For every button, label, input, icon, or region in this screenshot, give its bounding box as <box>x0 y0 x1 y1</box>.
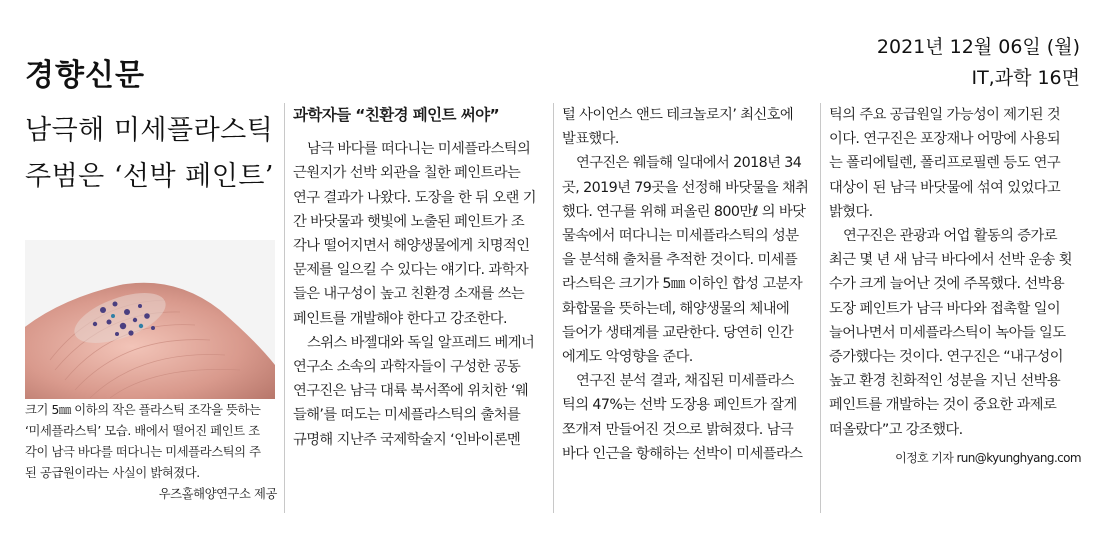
article-line: 바다 인근을 항해하는 선박이 미세플라스 <box>562 445 803 462</box>
article-line: 곳, 2019년 79곳을 선정해 바닷물을 채취 <box>562 179 809 196</box>
article-line: 했다. 연구를 위해 퍼올린 800만ℓ 의 바닷 <box>562 203 806 220</box>
column-divider <box>553 103 554 513</box>
article-column-1 <box>293 103 545 452</box>
article-subhead: 과학자들 “친환경 페인트 써야” <box>293 106 500 124</box>
headline-line-2: 주범은 ‘선박 페인트’ <box>25 161 274 192</box>
article-line: 높고 환경 친화적인 성분을 지닌 선박용 <box>829 373 1061 390</box>
article-line: 도장 페인트가 남극 바다와 접촉할 일이 <box>829 300 1061 317</box>
article-line: 쪼개져 만들어진 것으로 밝혀졌다. 남극 <box>562 421 794 438</box>
article-line: 페인트를 개발해야 한다고 강조한다. <box>293 310 507 327</box>
article-line: 페인트를 개발하는 것이 중요한 과제로 <box>829 397 1057 414</box>
article-line: 증가했다는 것이다. 연구진은 “내구성이 <box>829 349 1063 366</box>
article-line: 대상이 된 남극 바닷물에 섞여 있었다고 <box>829 179 1061 196</box>
article-line: 문제를 일으킬 수 있다는 얘기다. 과학자 <box>293 262 529 279</box>
article-line: 틱의 주요 공급원일 가능성이 제기된 것 <box>829 107 1061 123</box>
article-line: 들어가 생태계를 교란한다. 당연히 인간 <box>562 324 794 341</box>
article-line: 을 분석해 출처를 추적한 것이다. 미세플 <box>562 252 798 269</box>
article-line: 최근 몇 년 새 남극 바다에서 선박 운송 횟 <box>829 252 1072 269</box>
article-line: 에게도 악영향을 준다. <box>562 349 693 366</box>
article-line: 간 바닷물과 햇빛에 노출된 페인트가 조 <box>293 213 525 230</box>
newspaper-masthead: 경향신문 <box>25 58 145 93</box>
article-line: 화합물을 뜻하는데, 해양생물의 체내에 <box>562 300 790 317</box>
article-headline <box>25 108 274 200</box>
article-byline: 이정호 기자 run@kyunghyang.com <box>895 450 1081 465</box>
article-line: 규명해 지난주 국제학술지 ‘인바이론멘 <box>293 431 521 448</box>
article-line: 밝혔다. <box>829 203 873 220</box>
article-line: 라스틱은 크기가 5㎜ 이하인 합성 고분자 <box>562 276 803 293</box>
article-line: 연구진은 관광과 어업 활동의 증가로 <box>843 228 1057 245</box>
article-column-3 <box>829 103 1081 470</box>
photo-caption <box>25 400 277 505</box>
caption-line: 된 공급원이라는 사실이 밝혀졌다. <box>25 466 200 480</box>
article-line: 는 폴리에틸렌, 폴리프로필렌 등도 연구 <box>829 155 1061 172</box>
headline-line-1: 남극해 미세플라스틱 <box>25 115 274 146</box>
article-line: 발표했다. <box>562 131 619 148</box>
article-line: 연구진 분석 결과, 채집된 미세플라스 <box>576 373 794 390</box>
article-line: 근원지가 선박 외관을 칠한 페인트라는 <box>293 165 521 182</box>
column-divider <box>820 103 821 513</box>
article-line: 늘어나면서 미세플라스틱이 녹아들 일도 <box>829 324 1066 341</box>
article-line: 각나 떨어지면서 해양생물에게 치명적인 <box>293 238 530 255</box>
section-page: IT,과학 16면 <box>971 67 1080 89</box>
article-line: 틱의 47%는 선박 도장용 페인트가 잘게 <box>562 397 797 414</box>
article-photo <box>25 240 275 399</box>
article-line: 연구진은 남극 대륙 북서쪽에 위치한 ‘웨 <box>293 383 529 400</box>
caption-line: 크기 5㎜ 이하의 작은 플라스틱 조각을 뜻하는 <box>25 403 261 417</box>
article-line: 수가 크게 늘어난 것에 주목했다. 선박용 <box>829 276 1065 293</box>
article-line: 물속에서 떠다니는 미세플라스틱의 성분 <box>562 228 799 245</box>
article-line: 이다. 연구진은 포장재나 어망에 사용되 <box>829 131 1061 148</box>
column-divider <box>284 103 285 513</box>
article-line: 스위스 바젤대와 독일 알프레드 베게너 <box>307 334 535 351</box>
article-column-2 <box>562 103 814 466</box>
caption-line: 각이 남극 바다를 떠다니는 미세플라스틱의 주 <box>25 445 261 459</box>
publish-date: 2021년 12월 06일 (월) <box>876 36 1080 58</box>
article-line: 들해’를 떠도는 미세플라스틱의 출처를 <box>293 407 521 424</box>
article-line: 연구진은 웨들해 일대에서 2018년 34 <box>576 155 802 172</box>
article-line: 떠올랐다”고 강조했다. <box>829 421 963 438</box>
caption-line: ‘미세플라스틱’ 모습. 배에서 떨어진 페인트 조 <box>25 424 260 438</box>
article-line: 남극 바다를 떠다니는 미세플라스틱의 <box>307 141 531 158</box>
dateline <box>877 32 1080 94</box>
fingertip-microplastics-photo-icon <box>25 240 275 399</box>
photo-credit: 우즈홀해양연구소 제공 <box>158 487 277 501</box>
article-line: 연구 결과가 나왔다. 도장을 한 뒤 오랜 기 <box>293 189 536 206</box>
article-line: 연구소 소속의 과학자들이 구성한 공동 <box>293 359 521 376</box>
article-line: 털 사이언스 앤드 테크놀로지’ 최신호에 <box>562 107 794 123</box>
article-line: 들은 내구성이 높고 친환경 소재를 쓰는 <box>293 286 525 303</box>
